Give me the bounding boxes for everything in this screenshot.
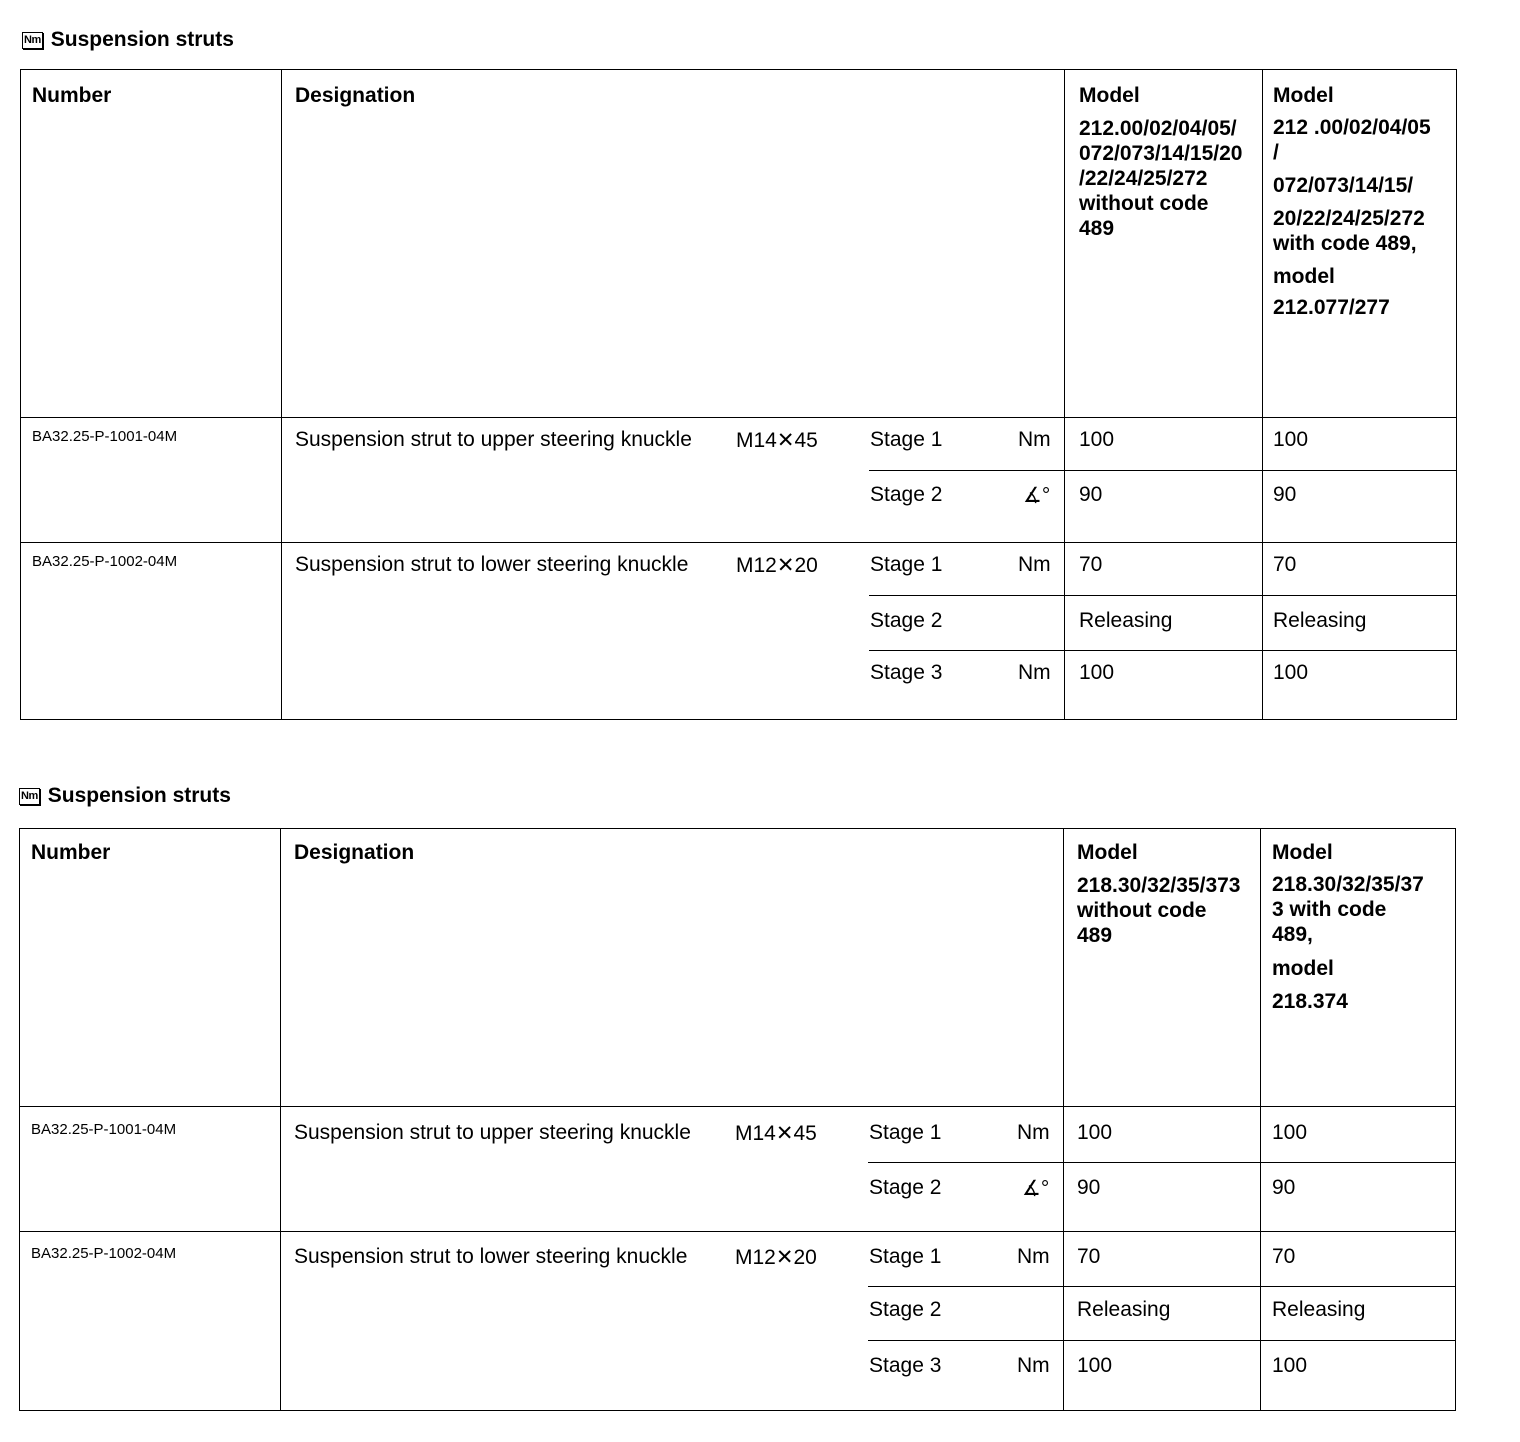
designation: Suspension strut to upper steering knuckle (295, 428, 692, 451)
section-title: Suspension struts (47, 784, 231, 807)
stage-label: Stage 3 (870, 661, 943, 684)
angle-unit-icon: ∡° (1022, 1177, 1050, 1200)
section-heading (19, 784, 231, 808)
column-header-designation: Designation (294, 841, 415, 864)
column-header-number: Number (31, 841, 111, 864)
unit-nm: Nm (1018, 553, 1051, 576)
thread-size: M14✕45 (735, 1122, 817, 1145)
value-model-b: 90 (1273, 483, 1297, 506)
column-header-model-a: Model (1079, 84, 1140, 107)
value-model-a: 70 (1077, 1245, 1101, 1268)
stage-label: Stage 2 (870, 609, 943, 632)
torque-table: Number Designation Model 218.30/32/35/373 without code 489 Model 218.30/32/35/37 3 with code 489, model 218.374 BA32.25-P-1001-04M Suspension strut to upper steering knuckle M14✕45 Stage 1 Nm 100 100 Stage 2 ∡° 90 90 BA32.25-P-1002-04M Suspension strut to lower steering knuckle M12✕20 Stage 1 Nm 70 70 Stage 2 Releasing Releasing Stage 3 Nm 100 100 (19, 828, 1456, 1411)
thread-size: M12✕20 (736, 554, 818, 577)
unit-nm: Nm (1017, 1121, 1050, 1144)
value-model-a: Releasing (1079, 609, 1173, 632)
value-model-b: 70 (1273, 553, 1297, 576)
value-model-a: 90 (1077, 1176, 1101, 1199)
section-heading (22, 28, 234, 52)
part-number: BA32.25-P-1001-04M (32, 428, 178, 445)
torque-table: Number Designation Model 212.00/02/04/05/ 072/073/14/15/20 /22/24/25/272 without code 489 Model 212 .00/02/04/05 / 072/073/14/15/ 20/22/24/25/272 with code 489, model 212.077/277 BA32.25-P-1001-04M Suspension strut to upper steering knuckle M14✕45 Stage 1 Nm 100 100 Stage 2 ∡° 90 90 BA32.25-P-1002-04M Suspension strut to lower steering knuckle M12✕20 Stage 1 Nm 70 70 Stage 2 Releasing Releasing Stage 3 Nm 100 100 (20, 69, 1457, 720)
torque-nm-icon: Nm (19, 788, 40, 805)
part-number: BA32.25-P-1001-04M (31, 1121, 177, 1138)
column-header-model-a: Model (1077, 841, 1138, 864)
value-model-b: Releasing (1272, 1298, 1366, 1321)
stage-label: Stage 2 (869, 1298, 942, 1321)
value-model-a: Releasing (1077, 1298, 1171, 1321)
value-model-b: 90 (1272, 1176, 1296, 1199)
part-number: BA32.25-P-1002-04M (32, 553, 178, 570)
value-model-a: 90 (1079, 483, 1103, 506)
value-model-b: Releasing (1273, 609, 1367, 632)
thread-size: M14✕45 (736, 429, 818, 452)
value-model-b: 100 (1272, 1121, 1308, 1144)
value-model-a: 100 (1077, 1354, 1113, 1377)
designation: Suspension strut to lower steering knuckle (295, 553, 689, 576)
value-model-a: 100 (1079, 428, 1115, 451)
stage-label: Stage 3 (869, 1354, 942, 1377)
value-model-a: 100 (1077, 1121, 1113, 1144)
column-header-model-b: Model (1272, 841, 1333, 864)
stage-label: Stage 1 (870, 428, 943, 451)
designation: Suspension strut to upper steering knuckle (294, 1121, 691, 1144)
unit-nm: Nm (1017, 1245, 1050, 1268)
column-header-designation: Designation (295, 84, 416, 107)
value-model-b: 100 (1273, 661, 1309, 684)
designation: Suspension strut to lower steering knuckle (294, 1245, 688, 1268)
value-model-a: 100 (1079, 661, 1115, 684)
value-model-b: 100 (1272, 1354, 1308, 1377)
stage-label: Stage 1 (869, 1245, 942, 1268)
stage-label: Stage 1 (870, 553, 943, 576)
column-header-model-b: Model (1273, 84, 1334, 107)
part-number: BA32.25-P-1002-04M (31, 1245, 177, 1262)
value-model-b: 100 (1273, 428, 1309, 451)
unit-nm: Nm (1018, 428, 1051, 451)
section-title: Suspension struts (50, 28, 234, 51)
unit-nm: Nm (1018, 661, 1051, 684)
column-header-number: Number (32, 84, 112, 107)
stage-label: Stage 2 (870, 483, 943, 506)
model-a-spec: 218.30/32/35/373 without code 489 (1077, 874, 1241, 947)
torque-nm-icon: Nm (22, 32, 43, 49)
stage-label: Stage 2 (869, 1176, 942, 1199)
value-model-b: 70 (1272, 1245, 1296, 1268)
thread-size: M12✕20 (735, 1246, 817, 1269)
model-a-spec: 212.00/02/04/05/ 072/073/14/15/20 /22/24/25/272 without code 489 (1079, 117, 1243, 240)
value-model-a: 70 (1079, 553, 1103, 576)
unit-nm: Nm (1017, 1354, 1050, 1377)
angle-unit-icon: ∡° (1023, 484, 1051, 507)
stage-label: Stage 1 (869, 1121, 942, 1144)
